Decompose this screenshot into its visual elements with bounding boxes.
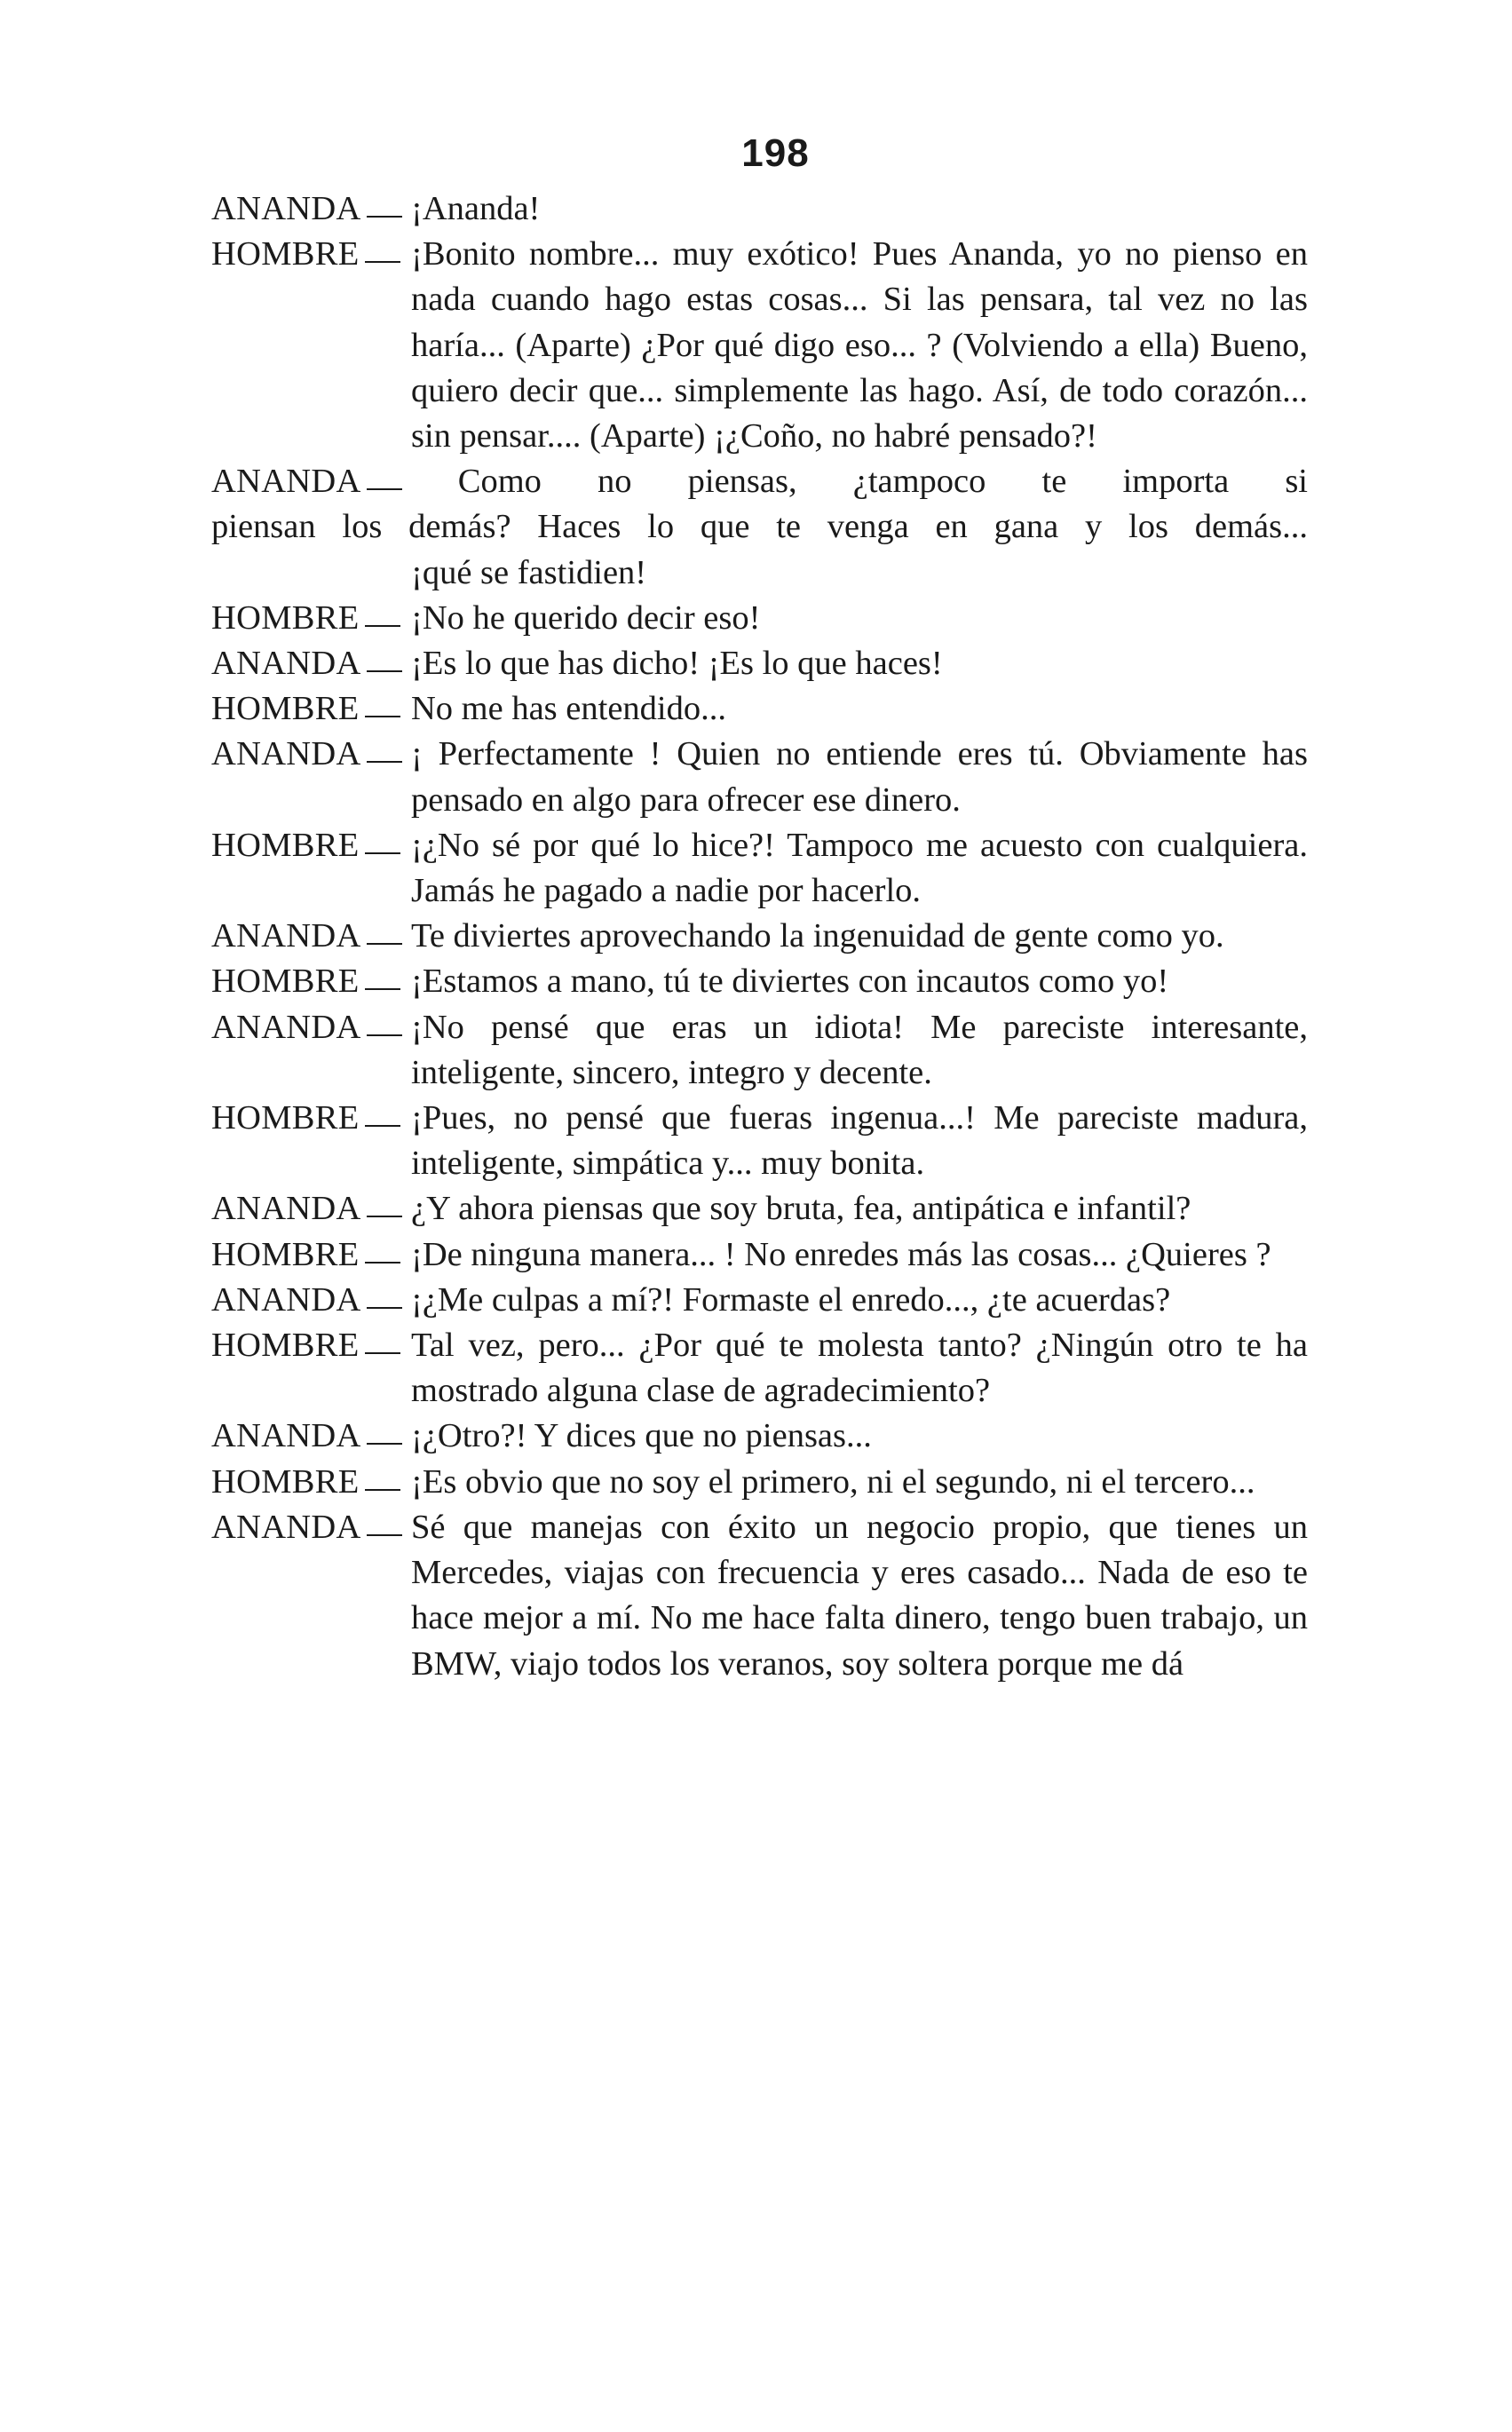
speaker-label: ANANDA xyxy=(211,641,402,686)
speaker-label: HOMBRE xyxy=(211,823,400,868)
speech-text: piensan los demás? Haces lo que te venga en gana y los demás... xyxy=(211,508,1308,546)
speech-text: ¡Ananda! xyxy=(411,190,541,227)
speech-text: ¡¿Me culpas a mí?! Formaste el enredo..., ¿te acuerdas? xyxy=(411,1280,1171,1319)
speech-text: Sé que manejas con éxito un negocio propio, que tienes un Mercedes, viajas con frecuencia y eres casado... Nada de eso te hace mejor a mí. No me hace falta dinero, tengo buen trabajo, un BMW, viajo todos los veranos, soy soltera porque me dá xyxy=(411,1508,1308,1683)
speaker-label: HOMBRE xyxy=(211,1096,400,1141)
speech-text: ¡¿Otro?! Y dices que no piensas... xyxy=(411,1417,872,1455)
dialogue-line xyxy=(211,596,1308,641)
speaker-label: ANANDA xyxy=(211,463,402,500)
dialogue-line xyxy=(211,732,1308,822)
speech-text: ¡Es lo que has dicho! ¡Es lo que haces! xyxy=(411,645,943,683)
dialogue-line xyxy=(211,1186,1308,1232)
speaker-label: ANANDA xyxy=(211,186,402,232)
dialogue-line xyxy=(211,914,1308,959)
speaker-label: ANANDA xyxy=(211,914,402,959)
dialogue-line xyxy=(211,1232,1308,1278)
speaker-label: ANANDA xyxy=(211,1005,402,1050)
speaker-label: ANANDA xyxy=(211,732,402,777)
speech-text: ¡No he querido decir eso! xyxy=(411,598,761,637)
speaker-label: ANANDA xyxy=(211,1414,402,1459)
dialogue-line xyxy=(211,1278,1308,1323)
speaker-label: HOMBRE xyxy=(211,596,400,641)
speech-text: ¿Y ahora piensas que soy bruta, fea, antipática e infantil? xyxy=(411,1190,1191,1228)
dialogue-line xyxy=(211,1096,1308,1186)
dialogue-line xyxy=(211,1505,1308,1687)
dialogue-line xyxy=(211,459,1308,596)
dialogue-text xyxy=(211,186,1308,1687)
speaker-label: HOMBRE xyxy=(211,959,400,1004)
speaker-label: ANANDA xyxy=(211,1278,402,1323)
speech-first-line xyxy=(211,459,1308,504)
speech-text: ¡Pues, no pensé que fueras ingenua...! Me pareciste madura, inteligente, simpática y... muy bonita. xyxy=(411,1099,1308,1183)
speech-text: Como no piensas, ¿tampoco te importa si xyxy=(457,463,1309,501)
speaker-label: HOMBRE xyxy=(211,1232,400,1278)
dialogue-line xyxy=(211,186,1308,232)
speech-text: Te diviertes aprovechando la ingenuidad de gente como yo. xyxy=(411,917,1224,955)
speech-text: ¡Bonito nombre... muy exótico! Pues Ananda, yo no pienso en nada cuando hago estas cosas... Si las pensara, tal vez no las haría... (Aparte) ¿Por qué digo eso... ? (Volviendo a ella) Bueno, quiero decir que... simplemente las hago. Así, de todo corazón... sin pensar.... (Aparte) ¡¿Coño, no habré pensado?! xyxy=(411,235,1308,456)
speech-text: ¡Estamos a mano, tú te diviertes con incautos como yo! xyxy=(411,963,1169,1001)
speech-text: ¡¿No sé por qué lo hice?! Tampoco me acuesto con cualquiera. Jamás he pagado a nadie por hacerlo. xyxy=(411,826,1308,910)
dialogue-line xyxy=(211,641,1308,686)
dialogue-line xyxy=(211,959,1308,1004)
dialogue-line xyxy=(211,1460,1308,1505)
speech-text: ¡ Perfectamente ! Quien no entiende eres tú. Obviamente has pensado en algo para ofrecer ese dinero. xyxy=(411,735,1308,819)
speech-text: ¡No pensé que eras un idiota! Me pareciste interesante, inteligente, sincero, integro y decente. xyxy=(411,1008,1308,1091)
page-number: 198 xyxy=(741,131,810,175)
speaker-label: HOMBRE xyxy=(211,1323,400,1368)
dialogue-line xyxy=(211,823,1308,914)
speaker-label: HOMBRE xyxy=(211,1460,400,1505)
speech-text: ¡qué se fastidien! xyxy=(411,553,647,591)
dialogue-line xyxy=(211,1323,1308,1414)
dialogue-line xyxy=(211,1005,1308,1096)
dialogue-line xyxy=(211,232,1308,459)
speech-text: ¡Es obvio que no soy el primero, ni el segundo, ni el tercero... xyxy=(411,1462,1255,1501)
speech-text: ¡De ninguna manera... ! No enredes más las cosas... ¿Quieres ? xyxy=(411,1235,1271,1273)
speaker-label: ANANDA xyxy=(211,1186,402,1232)
dialogue-line xyxy=(211,686,1308,732)
speaker-label: ANANDA xyxy=(211,1505,402,1550)
dialogue-line xyxy=(211,1414,1308,1459)
speech-text: Tal vez, pero... ¿Por qué te molesta tanto? ¿Ningún otro te ha mostrado alguna clase de agradecimiento? xyxy=(411,1327,1308,1410)
speaker-label: HOMBRE xyxy=(211,686,400,732)
speaker-label: HOMBRE xyxy=(211,232,400,277)
speech-text: No me has entendido... xyxy=(411,690,726,728)
